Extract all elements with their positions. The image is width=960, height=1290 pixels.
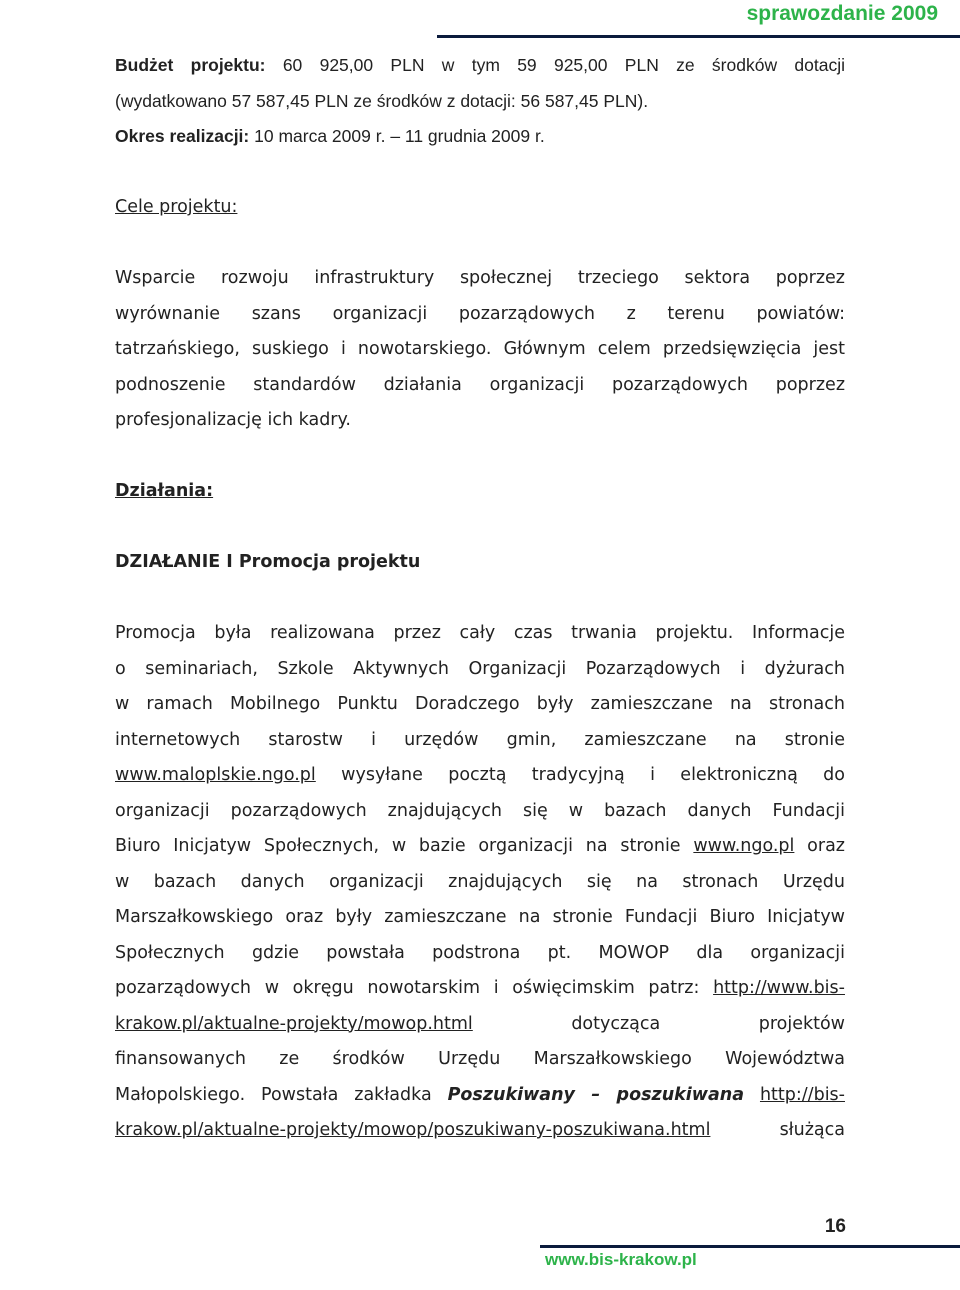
- goals-line: profesjonalizację ich kadry.: [115, 410, 351, 430]
- goals-line: Wsparcie rozwoju infrastruktury społecznej trzeciego sektora poprzez: [115, 268, 845, 288]
- page-content: [115, 48, 845, 1149]
- budget-detail: (wydatkowano 57 587,45 PLN ze środków z dotacji: 56 587,45 PLN).: [115, 90, 649, 111]
- goals-heading: Cele projektu:: [115, 197, 238, 217]
- page-number: 16: [824, 1216, 846, 1237]
- action-line: Marszałkowskiego oraz były zamieszczane na stronie Fundacji Biuro Inicjatyw: [115, 907, 845, 927]
- action-text: oraz: [807, 836, 845, 856]
- action-text: wysyłane pocztą tradycyjną i elektroniczną do: [341, 765, 845, 785]
- action-line: w bazach danych organizacji znajdujących się na stronach Urzędu: [115, 871, 845, 892]
- report-title: sprawozdanie 2009: [746, 2, 938, 25]
- footer-rule: [540, 1245, 960, 1248]
- action-line: Promocja była realizowana przez cały czas trwania projektu. Informacje: [115, 623, 845, 643]
- poszukiwany-link[interactable]: http://bis-: [759, 1084, 845, 1105]
- budget-value: 60 925,00 PLN w tym 59 925,00 PLN ze środków dotacji: [282, 55, 845, 75]
- action-line: [115, 758, 845, 794]
- budget-label: Budżet projektu:: [115, 55, 266, 75]
- action-line: [115, 829, 845, 865]
- action-text: Małopolskiego. Powstała zakładka: [115, 1084, 432, 1105]
- action-line: finansowanych ze środków Urzędu Marszałkowskiego Województwa: [115, 1049, 845, 1069]
- goals-line: tatrzańskiego, suskiego i nowotarskiego. Głównym celem przedsięwzięcia jest: [115, 339, 845, 359]
- period-label: Okres realizacji:: [115, 126, 250, 146]
- action-line: [115, 1113, 845, 1149]
- maloplskie-link[interactable]: www.maloplskie.ngo.pl: [115, 765, 316, 785]
- action-line: [115, 971, 845, 1007]
- action-line: w ramach Mobilnego Punktu Doradczego były zamieszczane na stronach: [115, 694, 845, 714]
- tab-name: Poszukiwany – poszukiwana: [447, 1084, 745, 1105]
- poszukiwany-link[interactable]: krakow.pl/aktualne-projekty/mowop/poszukiwany-poszukiwana.html: [115, 1120, 711, 1140]
- budget-line: [115, 48, 845, 84]
- action-line: internetowych starostw i urzędów gmin, zamieszczane na stronie: [115, 729, 845, 750]
- action-text: służąca: [779, 1120, 845, 1140]
- period-line: [115, 119, 845, 155]
- goals-line: podnoszenie standardów działania organizacji pozarządowych poprzez: [115, 374, 845, 395]
- mowop-link[interactable]: krakow.pl/aktualne-projekty/mowop.html: [115, 1013, 473, 1034]
- goals-line: wyrównanie szans organizacji pozarządowych z terenu powiatów:: [115, 303, 845, 324]
- action-line: o seminariach, Szkole Aktywnych Organizacji Pozarządowych i dyżurach: [115, 658, 845, 679]
- period-value: 10 marca 2009 r. – 11 grudnia 2009 r.: [254, 126, 545, 146]
- action-text: pozarządowych w okręgu nowotarskim i oświęcimskim patrz:: [115, 978, 700, 998]
- ngo-link[interactable]: www.ngo.pl: [693, 836, 795, 856]
- action-line: Społecznych gdzie powstała podstrona pt. MOWOP dla organizacji: [115, 942, 845, 963]
- action-text: dotycząca projektów: [571, 1013, 845, 1034]
- header-rule: [437, 35, 960, 38]
- action-text: Biuro Inicjatyw Społecznych, w bazie organizacji na stronie: [115, 836, 681, 856]
- action-line: [115, 1007, 845, 1043]
- footer-url: www.bis-krakow.pl: [545, 1250, 697, 1269]
- action-line: [115, 1078, 845, 1114]
- action-subheading: DZIAŁANIE I Promocja projektu: [115, 552, 421, 572]
- action-line: organizacji pozarządowych znajdujących się w bazach danych Fundacji: [115, 800, 845, 821]
- mowop-link[interactable]: http://www.bis-: [713, 978, 845, 998]
- actions-heading: Działania:: [115, 481, 214, 501]
